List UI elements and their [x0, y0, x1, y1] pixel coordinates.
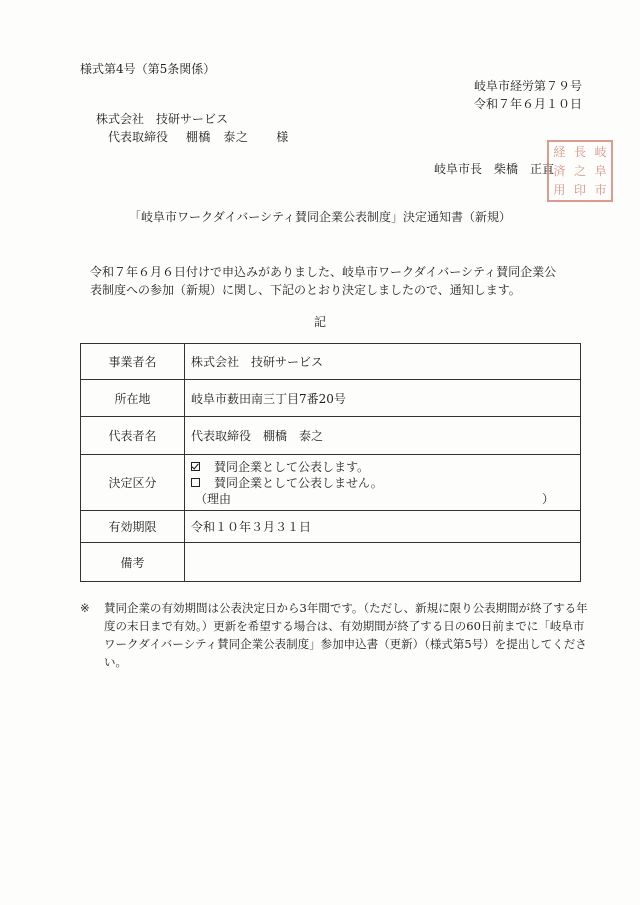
table-row	[81, 344, 581, 380]
recipient-rep-title: 代表取締役	[108, 130, 169, 144]
reason-open: （理由	[195, 492, 232, 506]
row-value-address: 岐阜市薮田南三丁目7番20号	[185, 380, 581, 417]
table-row	[81, 511, 581, 543]
form-number-label: 様式第4号（第5条関係）	[80, 62, 216, 76]
seal-char: 印	[573, 183, 586, 198]
official-seal-stamp	[549, 142, 611, 200]
reason-close: ）	[541, 492, 554, 506]
row-label-validity: 有効期限	[81, 511, 185, 543]
option-not-publish	[191, 475, 574, 491]
row-label-address: 所在地	[81, 380, 185, 417]
row-label-decision: 決定区分	[81, 455, 185, 511]
document-date: 令和７年６月１０日	[473, 97, 582, 111]
row-value-business-name: 株式会社 技研サービス	[185, 344, 581, 380]
seal-char: 市	[594, 183, 607, 198]
seal-char: 用	[553, 183, 566, 198]
footnote-mark: ※	[80, 601, 90, 615]
seal-char: 長	[573, 144, 586, 159]
official-seal	[547, 140, 613, 202]
row-value-decision	[185, 455, 581, 511]
row-label-representative: 代表者名	[81, 417, 185, 455]
seal-char: 之	[573, 163, 586, 178]
table-row	[81, 380, 581, 417]
reason-field	[191, 491, 574, 507]
table-row	[81, 417, 581, 455]
document-title: 「岐阜市ワークダイバーシティ賛同企業公表制度」決定通知書（新規）	[128, 210, 512, 224]
recipient-rep-name: 棚橋 泰之	[185, 130, 249, 144]
option-publish-label: 賛同企業として公表します。	[214, 460, 370, 474]
seal-char: 済	[553, 163, 566, 178]
sender-mayor: 岐阜市長 柴橋 正直	[433, 162, 554, 176]
checked-checkbox-icon	[191, 462, 200, 471]
seal-char: 岐	[594, 144, 607, 159]
row-label-business-name: 事業者名	[81, 344, 185, 380]
table-row	[81, 455, 581, 511]
row-value-remarks	[185, 543, 581, 582]
option-not-publish-label: 賛同企業として公表しません。	[214, 476, 383, 490]
decision-table	[80, 343, 581, 582]
option-publish	[191, 459, 574, 475]
empty-checkbox-icon	[191, 478, 200, 487]
notice-body: 令和７年６月６日付けで申込みがありました、岐阜市ワークダイバーシティ賛同企業公表制度への参加（新規）に関し、下記のとおり決定しましたので、通知します。	[90, 265, 557, 297]
footnote-text: 賛同企業の有効期間は公表決定日から3年間です。（ただし、新規に限り公表期間が終了する年度の末日まで有効。）更新を希望する場合は、有効期間が終了する日の60日前までに「岐阜市ワークダイバーシティ賛同企業公表制度」参加申込書（更新）（様式第5号）を提出してください。	[104, 601, 588, 669]
seal-char: 経	[553, 144, 566, 159]
row-value-representative: 代表取締役 棚橋 泰之	[185, 417, 581, 455]
recipient-representative	[108, 128, 288, 145]
row-label-remarks: 備考	[81, 543, 185, 582]
row-value-validity: 令和１０年３月３１日	[185, 511, 581, 543]
seal-char: 阜	[594, 163, 607, 178]
recipient-honorific: 様	[276, 130, 289, 144]
document-number: 岐阜市経労第７９号	[473, 79, 582, 93]
recipient-company: 株式会社 技研サービス	[96, 112, 229, 126]
ki-marker: 記	[313, 315, 326, 329]
table-row	[81, 543, 581, 582]
footnote	[80, 599, 590, 671]
